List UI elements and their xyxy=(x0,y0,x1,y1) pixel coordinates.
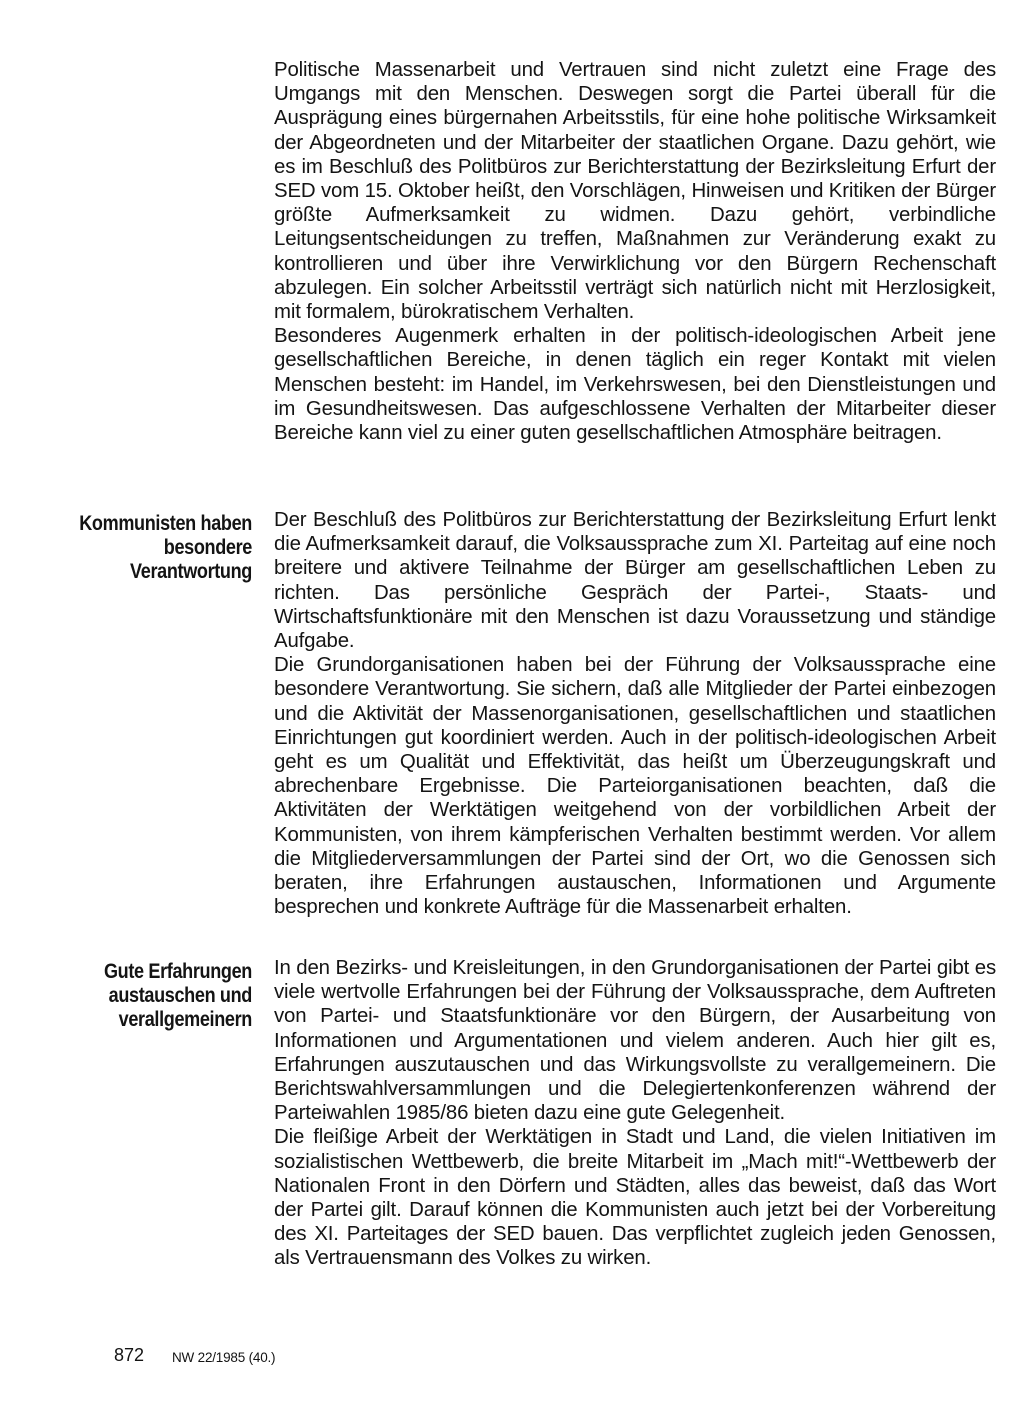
journal-reference: NW 22/1985 (40.) xyxy=(172,1350,276,1365)
paragraph: Die Grundorganisationen haben bei der Führung der Volksaussprache eine besondere Verantwortung. Sie sichern, daß alle Mitglieder der Partei einbezogen und die Aktivität der Massenorganisationen, gesellschaftlichen und staatlichen Einrichtungen gut koordiniert werden. Auch in der politisch-ideologischen Arbeit geht es um Qualität und Effektivität, das heißt um Überzeugungskraft und abrechenbare Ergebnisse. Die Parteiorganisationen beachten, daß die Aktivitäten der Werktätigen weitgehend von der vorbildlichen Arbeit der Kommunisten, von ihrem kämpferischen Verhalten bestimmt werden. Vor allem die Mitgliederversammlungen der Partei sind der Ort, wo die Genossen sich beraten, ihre Erfahrungen austauschen, Informationen und Argumente besprechen und konkrete Aufträge für die Massenarbeit erhalten. xyxy=(274,654,996,919)
paragraph: Politische Massenarbeit und Vertrauen sind nicht zuletzt eine Frage des Umgangs mit den Menschen. Deswegen sorgt die Partei überall für die Ausprägung eines bürgernahen Arbeitsstils, für eine hohe politische Wirksamkeit der Abgeordneten und der Mitarbeiter der staatlichen Organe. Dazu gehört, wie es im Beschluß des Politbüros zur Berichterstattung der Bezirksleitung Erfurt der SED vom 15. Oktober heißt, den Vorschlägen, Hinweisen und Kritiken der Bürger größte Aufmerksamkeit zu widmen. Dazu gehört, verbindliche Leitungsentscheidungen zu treffen, Maßnahmen zur Veränderung exakt zu kontrollieren und über ihre Verwirklichung vor den Bürgern Rechenschaft abzulegen. Ein solcher Arbeitsstil verträgt sich natürlich nicht mit Herzlosigkeit, mit formalem, bürokratischem Verhalten. xyxy=(274,59,996,324)
side-heading-erfahrungen: Gute Erfahrungen austauschen und verallgemeinern xyxy=(103,960,252,1032)
section-erfahrungen xyxy=(274,956,996,1271)
paragraph: Der Beschluß des Politbüros zur Berichterstattung der Bezirksleitung Erfurt lenkt die Aufmerksamkeit darauf, die Volksaussprache zum XI. Parteitag auf eine noch breitere und aktivere Teilnahme der Bürger am gesellschaftlichen Leben zu richten. Das persönliche Gespräch der Partei-, Staats- und Wirtschaftsfunktionäre mit den Menschen ist dazu Voraussetzung und ständige Aufgabe. xyxy=(274,509,996,653)
side-heading-kommunisten: Kommunisten haben besondere Verantwortung xyxy=(79,512,252,584)
paragraph: Besonderes Augenmerk erhalten in der politisch-ideologischen Arbeit jene gesellschaftlichen Bereiche, in denen täglich ein reger Kontakt mit vielen Menschen besteht: im Handel, im Verkehrswesen, bei den Dienstleistungen und im Gesundheitswesen. Das aufgeschlossene Verhalten der Mitarbeiter dieser Bereiche kann viel zu einer guten gesellschaftlichen Atmosphäre beitragen. xyxy=(274,325,996,445)
paragraph: In den Bezirks- und Kreisleitungen, in den Grundorganisationen der Partei gibt es viele wertvolle Erfahrungen bei der Führung der Volksaussprache, dem Auftreten von Partei- und Staatsfunktionäre vor den Bürgern, der Ausarbeitung von Informationen und Argumentationen und vielem anderen. Auch hier gilt es, Erfahrungen auszutauschen und das Wirkungsvollste zu verallgemeinern. Die Berichtswahlversammlungen und die Delegiertenkonferenzen während der Parteiwahlen 1985/86 bieten dazu eine gute Gelegenheit. xyxy=(274,957,996,1125)
section-kommunisten xyxy=(274,508,996,919)
page-number: 872 xyxy=(114,1345,145,1365)
paragraph: Die fleißige Arbeit der Werktätigen in Stadt und Land, die vielen Initiativen im sozialistischen Wettbewerb, die breite Mitarbeit im „Mach mit!“-Wettbewerb der Nationalen Front in den Dörfern und Städten, alles das beweist, daß das Wort der Partei gilt. Darauf können die Kommunisten auch jetzt bei der Vorbereitung des XI. Parteitages der SED bauen. Das verpflichtet zugleich jeden Genossen, als Vertrauensmann des Volkes zu wirken. xyxy=(274,1126,996,1270)
section-intro xyxy=(274,58,996,445)
